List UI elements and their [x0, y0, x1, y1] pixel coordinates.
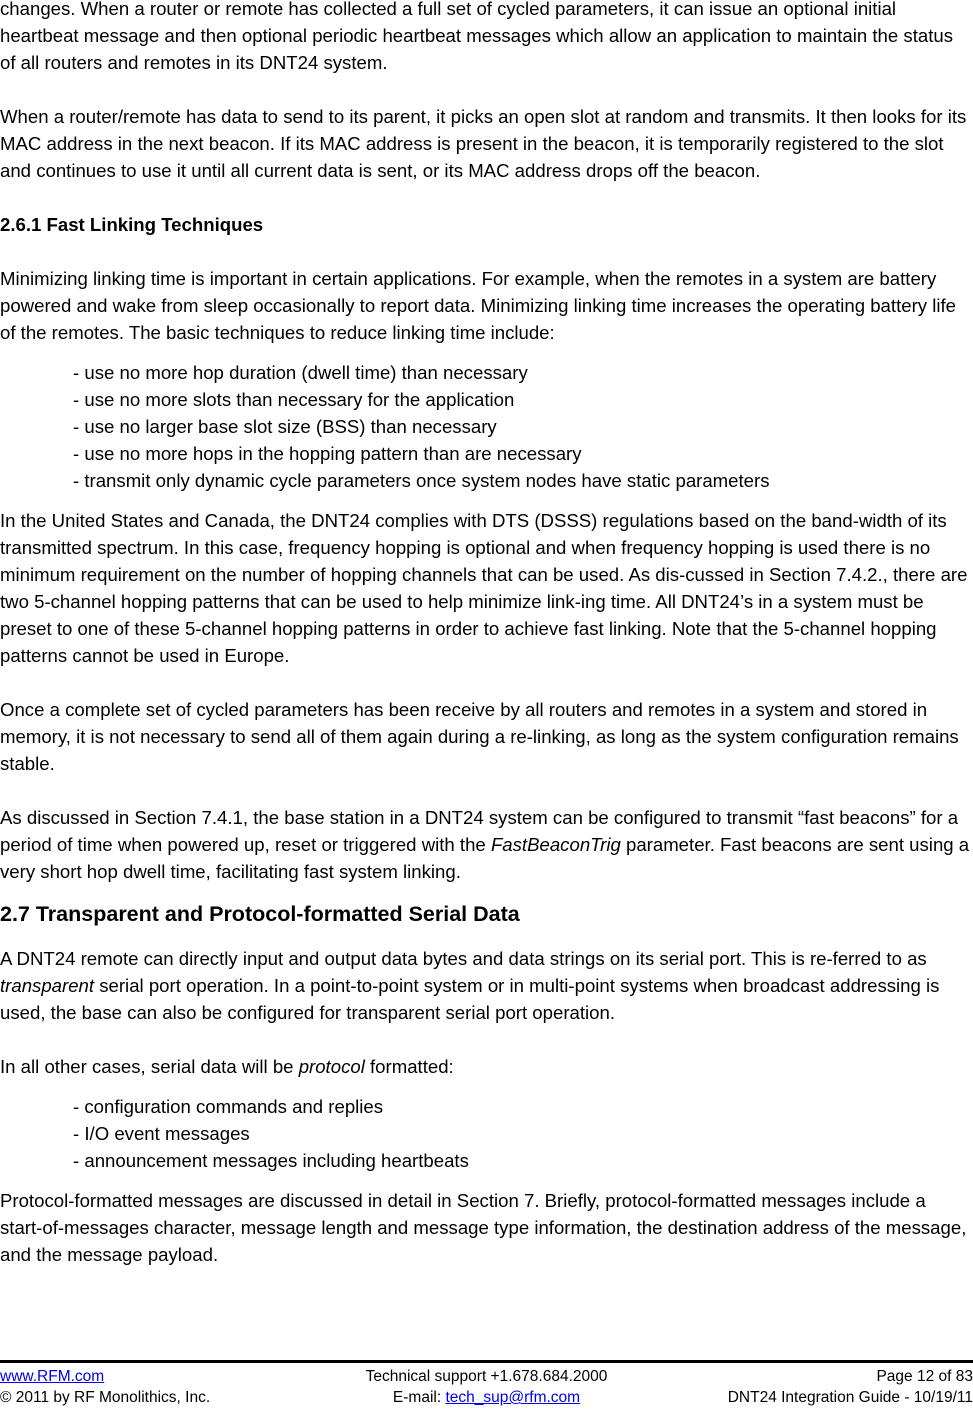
protocol-message-list [0, 1093, 973, 1174]
list-item: - use no more hop duration (dwell time) than necessary [73, 362, 528, 383]
page-number: Page 12 of 83 [876, 1368, 973, 1385]
list-item: - use no more hops in the hopping pattern than are necessary [73, 443, 582, 464]
paragraph-transparent: A DNT24 remote can directly input and output data bytes and data strings on its serial port. This is re-ferred to as transparent serial port operation. In a point-to-point system or in multi-point systems when broadcast addressing is used, the base can also be configured for transparent serial port operation. [0, 948, 940, 1023]
paragraph-minimizing-linking: Minimizing linking time is important in certain applications. For example, when the remotes in a system are battery powered and wake from sleep occasionally to report data. Minimizing linking time increases the operating battery life of the remotes. The basic techniques to reduce linking time include: [0, 268, 956, 343]
paragraph-slot-transmit: When a router/remote has data to send to its parent, it picks an open slot at random and transmits. It then looks for its MAC address in the next beacon. If its MAC address is present in the beacon, it is temporarily registered to the slot and continues to use it until all current data is sent, or its MAC address drops off the beacon. [0, 106, 967, 181]
section-heading-2-7: 2.7 Transparent and Protocol-formatted Serial Data [0, 902, 520, 926]
paragraph-cycled-parameters: Once a complete set of cycled parameters has been receive by all routers and remotes in a system and stored in memory, it is not necessary to send all of them again during a re-linking, as long as the system configuration remains stable. [0, 699, 959, 774]
term-transparent: transparent [0, 975, 95, 996]
linking-techniques-list [0, 359, 973, 494]
parameter-name: FastBeaconTrig [490, 834, 621, 855]
list-item: - announcement messages including heartbeats [73, 1150, 469, 1171]
list-item: - use no more slots than necessary for the application [73, 389, 515, 410]
support-phone: Technical support +1.678.684.2000 [365, 1368, 608, 1385]
list-item: - use no larger base slot size (BSS) than necessary [73, 416, 497, 437]
paragraph-us-canada: In the United States and Canada, the DNT24 complies with DTS (DSSS) regulations based on the band-width of its transmitted spectrum. In this case, frequency hopping is optional and when frequency hopping is used there is no minimum requirement on the number of hopping channels that can be used. As dis-cussed in Section 7.4.2., there are two 5-channel hopping patterns that can be used to help minimize link-ing time. All DNT24’s in a system must be preset to one of these 5-channel hopping patterns in order to achieve fast linking. Note that the 5-channel hopping patterns cannot be used in Europe. [0, 510, 968, 666]
list-item: - configuration commands and replies [73, 1096, 384, 1117]
paragraph-heartbeat: changes. When a router or remote has collected a full set of cycled parameters, it can issue an optional initial heartbeat message and then optional periodic heartbeat messages which allow an application to maintain the status of all routers and remotes in its DNT24 system. [0, 0, 954, 73]
guide-title: DNT24 Integration Guide - 10/19/11 [727, 1389, 973, 1406]
email-line: E-mail: tech_sup@rfm.com [392, 1389, 581, 1406]
copyright: © 2011 by RF Monolithics, Inc. [0, 1389, 211, 1406]
term-protocol: protocol [298, 1056, 365, 1077]
list-item: - I/O event messages [73, 1123, 250, 1144]
section-heading-2-6-1: 2.6.1 Fast Linking Techniques [0, 214, 264, 235]
paragraph-protocol: In all other cases, serial data will be protocol formatted: [0, 1056, 454, 1077]
page-footer [0, 1366, 973, 1408]
paragraph-fast-beacons: As discussed in Section 7.4.1, the base station in a DNT24 system can be configured to transmit “fast beacons” for a period of time when powered up, reset or triggered with the FastBeaconTrig parameter. Fast beacons are sent using a very short hop dwell time, facilitating fast system linking. [0, 807, 970, 882]
website-link[interactable]: www.RFM.com [0, 1368, 105, 1385]
footer-divider [0, 1360, 973, 1363]
paragraph-protocol-formatted: Protocol-formatted messages are discussed in detail in Section 7. Briefly, protocol-formatted messages include a start-of-messages character, message length and message type information, the destination address of the message, and the message payload. [0, 1190, 967, 1265]
list-item: - transmit only dynamic cycle parameters once system nodes have static parameters [73, 470, 770, 491]
email-link[interactable]: tech_sup@rfm.com [445, 1389, 581, 1406]
